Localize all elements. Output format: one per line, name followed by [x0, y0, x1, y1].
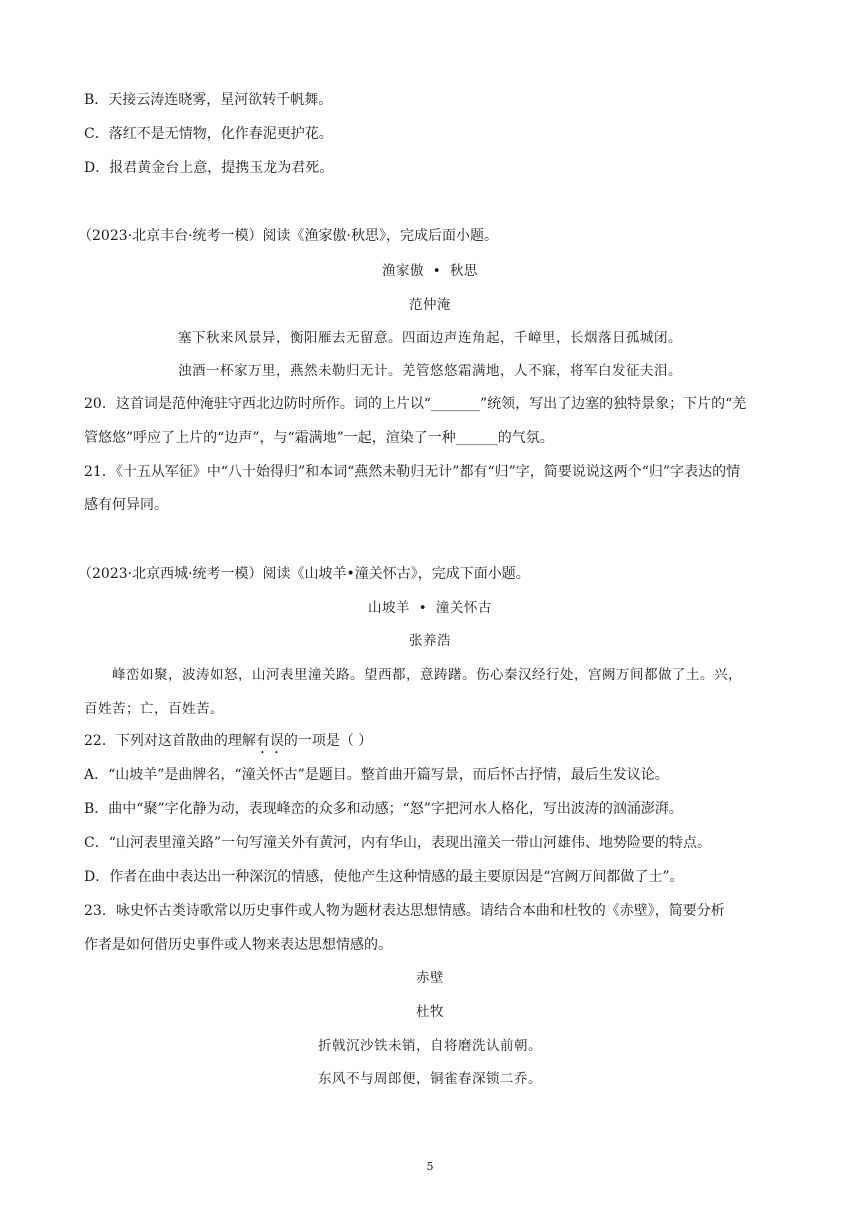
section1-intro: （2023·北京丰台·统考一模）阅读《渔家傲·秋思》，完成后面小题。	[78, 228, 498, 244]
poem1-verse1: 塞下秋来风景异，衡阳雁去无留意。四面边声连角起，千嶂里，长烟落日孤城闭。	[178, 330, 682, 346]
poem3-title: 赤壁	[416, 970, 444, 986]
question-22-option-c: C．“山河表里潼关路”一句写潼关外有黄河，内有华山，表现出潼关一带山河雄伟、地势险要的特点。	[84, 835, 712, 851]
page-number: 5	[426, 1160, 434, 1173]
question-20-line1: 20．这首词是范仲淹驻守西北边防时所作。词的上片以“_______”统领，写出了边塞的独特景象；下片的“羌	[84, 396, 747, 412]
question-22-pre: 22．下列对这首散曲的理解	[84, 733, 256, 749]
question-23-line1: 23．咏史怀古类诗歌常以历史事件或人物为题材表达思想情感。请结合本曲和杜牧的《赤壁》，简要分析	[84, 903, 725, 919]
question-22-stem	[84, 731, 780, 757]
poem3-line1: 折戟沉沙铁未销，自将磨洗认前朝。	[318, 1038, 542, 1054]
question-22-emphasis: 有误	[255, 733, 284, 749]
poem2-verse-line1: 峰峦如聚，波涛如怒，山河表里潼关路。望西都，意踌躇。伤心秦汉经行处，宫阙万间都做了土。兴，	[112, 667, 742, 683]
poem3-line2: 东风不与周郎便，铜雀春深锁二乔。	[318, 1071, 542, 1087]
poem2-verse-line2: 百姓苦；亡，百姓苦。	[84, 701, 224, 717]
poem1-author: 范仲淹	[409, 297, 451, 313]
question-21-line1: 21．《十五从军征》中“八十始得归”和本词“燕然未勒归无计”都有“归”字，简要说说这两个“归”字表达的情	[84, 464, 741, 480]
section2-intro: （2023·北京西城·统考一模）阅读《山坡羊•潼关怀古》，完成下面小题。	[78, 566, 530, 582]
poem2-title: 山坡羊 • 潼关怀古	[368, 600, 492, 616]
option-c: C．落红不是无情物，化作春泥更护花。	[84, 126, 333, 142]
question-22-option-d: D．作者在曲中表达出一种深沉的情感，使他产生这种情感的最主要原因是“宫阙万间都做了土”。	[84, 869, 684, 885]
poem1-verse2: 浊酒一杯家万里，燕然未勒归无计。羌管悠悠霜满地，人不寐，将军白发征夫泪。	[178, 363, 682, 379]
question-21-line2: 感有何异同。	[84, 497, 168, 513]
question-22-option-a: A．“山坡羊”是曲牌名，“潼关怀古”是题目。整首曲开篇写景，而后怀古抒情，最后生发议论。	[84, 767, 669, 783]
question-22-post: 的一项是（ ）	[283, 733, 373, 749]
option-b: B．天接云涛连晓雾，星河欲转千帆舞。	[84, 92, 333, 108]
option-d: D．报君黄金台上意，提携玉龙为君死。	[84, 160, 334, 176]
question-22-option-b: B．曲中“聚”字化静为动，表现峰峦的众多和动感；“怒”字把河水人格化，写出波涛的汹涌澎湃。	[84, 801, 683, 817]
question-20-line2: 管悠悠”呼应了上片的“边声”，与“霜满地”一起，渲染了一种______的气氛。	[84, 430, 554, 446]
poem3-author: 杜牧	[416, 1004, 444, 1020]
poem2-author: 张养浩	[409, 633, 451, 649]
question-23-line2: 作者是如何借历史事件或人物来表达思想情感的。	[84, 937, 392, 953]
poem1-title: 渔家傲 • 秋思	[382, 263, 478, 279]
